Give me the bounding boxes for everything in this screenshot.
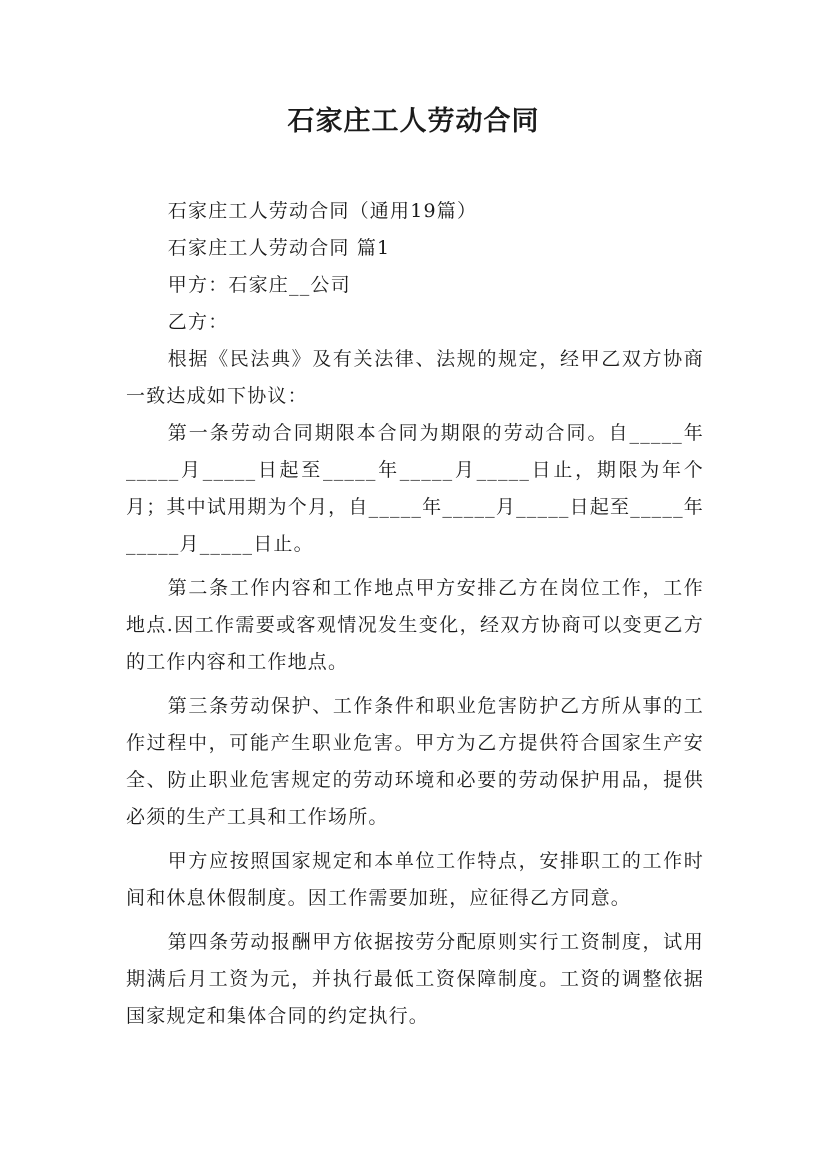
paragraph-article-2: 第二条工作内容和工作地点甲方安排乙方在岗位工作，工作地点.因工作需要或客观情况发生变化，经双方协商可以变更乙方的工作内容和工作地点。 (126, 577, 704, 673)
paragraph-article-1: 第一条劳动合同期限本合同为期限的劳动合同。自_____年_____月_____日起至_____年_____月_____日止，期限为年个月；其中试用期为个月，自_____年_____月_____日起至_____年_____月_____日止。 (126, 422, 704, 555)
paragraph-article-3: 第三条劳动保护、工作条件和职业危害防护乙方所从事的工作过程中，可能产生职业危害。甲方为乙方提供符合国家生产安全、防止职业危害规定的劳动环境和必要的劳动保护用品，提供必须的生产工具和工作场所。 (126, 695, 704, 828)
document-body (126, 193, 704, 1035)
paragraph-subtitle: 石家庄工人劳动合同（通用19篇） (167, 200, 478, 222)
paragraph-party-a: 甲方：石家庄__公司 (167, 274, 351, 296)
paragraph-article-4: 第四条劳动报酬甲方依据按劳分配原则实行工资制度，试用期满后月工资为元，并执行最低工资保障制度。工资的调整依据国家规定和集体合同的约定执行。 (126, 931, 704, 1027)
paragraph-party-b: 乙方： (167, 311, 229, 333)
document-title: 石家庄工人劳动合同 (287, 106, 540, 137)
paragraph-working-hours: 甲方应按照国家规定和本单位工作特点，安排职工的工作时间和休息休假制度。因工作需要加班，应征得乙方同意。 (126, 850, 704, 909)
paragraph-section-heading: 石家庄工人劳动合同 篇1 (167, 237, 391, 259)
paragraph-preamble: 根据《民法典》及有关法律、法规的规定，经甲乙双方协商一致达成如下协议： (126, 348, 704, 407)
